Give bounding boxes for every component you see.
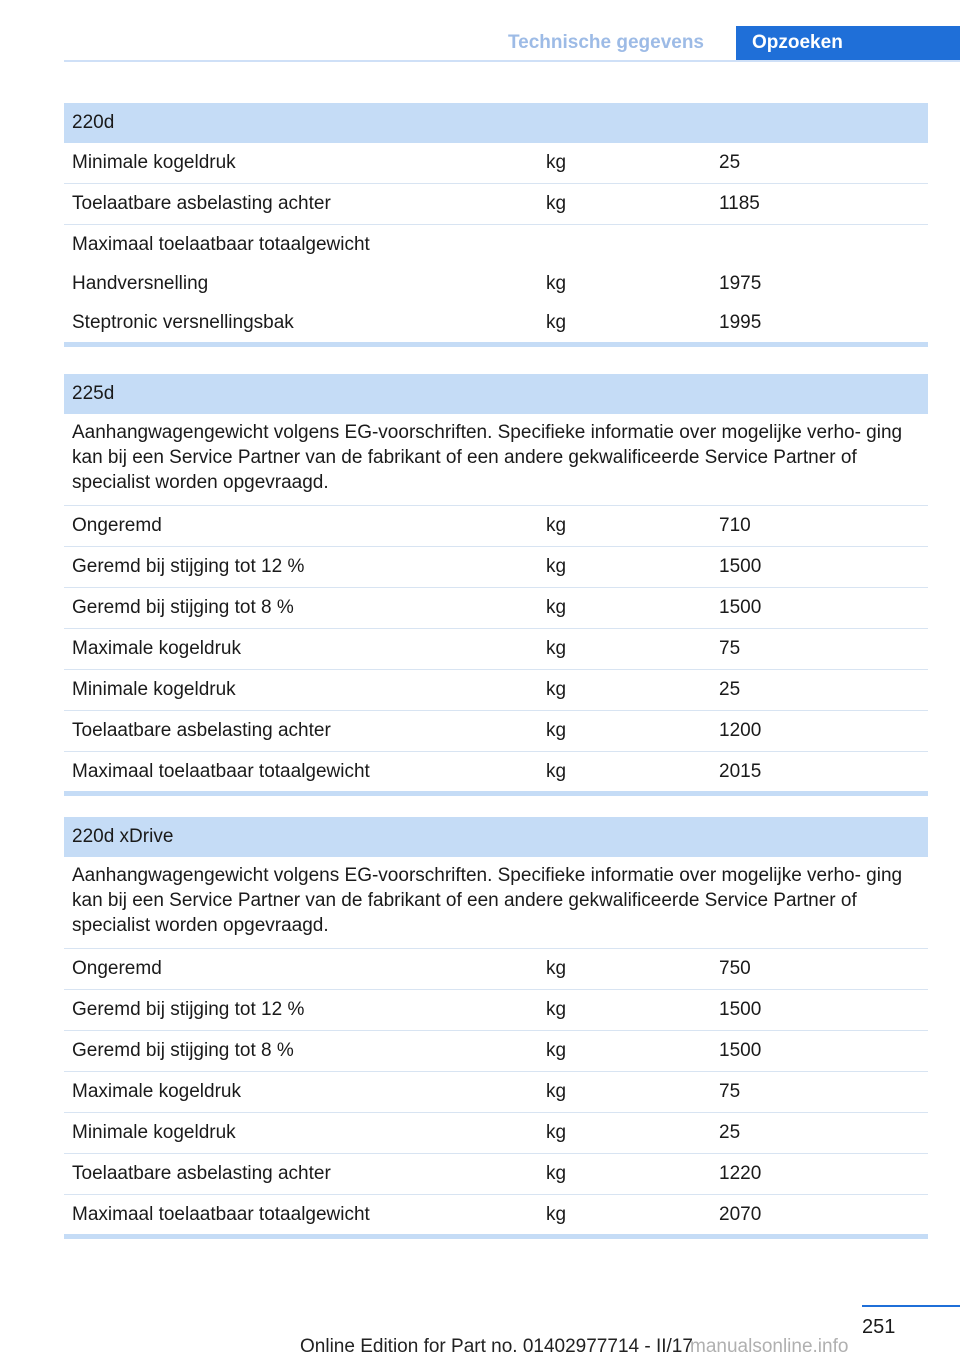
row-value: 1200	[719, 720, 762, 741]
table-row	[64, 264, 928, 303]
row-label: Geremd bij stijging tot 8 %	[72, 1040, 294, 1061]
table-row	[64, 1113, 928, 1154]
row-label: Maximaal toelaatbaar totaalgewicht	[72, 234, 370, 255]
row-unit: kg	[546, 1081, 567, 1102]
table-220d-xdrive	[64, 817, 928, 1239]
row-value: 1500	[719, 597, 762, 618]
row-value: 25	[719, 679, 741, 700]
row-unit: kg	[546, 761, 567, 782]
row-unit: kg	[546, 1204, 567, 1225]
row-unit: kg	[546, 638, 567, 659]
row-label: Maximaal toelaatbaar totaalgewicht	[72, 761, 370, 782]
row-value: 1185	[719, 193, 760, 214]
table-row	[64, 629, 928, 670]
row-label: Minimale kogeldruk	[72, 152, 236, 173]
tab-opzoeken[interactable]: Opzoeken	[736, 26, 960, 60]
table-row	[64, 225, 928, 264]
table-row	[64, 143, 928, 184]
table-row	[64, 506, 928, 547]
row-unit: kg	[546, 1163, 567, 1184]
table-row	[64, 1031, 928, 1072]
row-label: Minimale kogeldruk	[72, 1122, 236, 1143]
table-row	[64, 670, 928, 711]
table-title: 220d xDrive	[64, 817, 928, 857]
row-label: Geremd bij stijging tot 12 %	[72, 556, 305, 577]
table-title: 220d	[64, 103, 928, 143]
row-unit: kg	[546, 273, 567, 294]
row-label: Steptronic versnellingsbak	[72, 312, 294, 333]
table-row	[64, 588, 928, 629]
row-value: 75	[719, 638, 741, 659]
table-row	[64, 990, 928, 1031]
row-value: 1975	[719, 273, 762, 294]
row-unit: kg	[546, 679, 567, 700]
table-row	[64, 303, 928, 342]
row-label: Minimale kogeldruk	[72, 679, 236, 700]
row-value: 750	[719, 958, 751, 979]
row-label: Ongeremd	[72, 958, 162, 979]
table-row	[64, 547, 928, 588]
row-label: Geremd bij stijging tot 8 %	[72, 597, 294, 618]
row-value: 1995	[719, 312, 762, 333]
table-description: Aanhangwagengewicht volgens EG-voorschriften. Specifieke informatie over mogelijke verho- ging kan bij een Service Partner van de fabrikant of een andere gekwalificeerde Service Partner of specialist worden opgevraagd.	[64, 414, 928, 506]
row-label: Maximaal toelaatbaar totaalgewicht	[72, 1204, 370, 1225]
table-description: Aanhangwagengewicht volgens EG-voorschriften. Specifieke informatie over mogelijke verho- ging kan bij een Service Partner van de fabrikant of een andere gekwalificeerde Service Partner of specialist worden opgevraagd.	[64, 857, 928, 949]
row-unit: kg	[546, 556, 567, 577]
row-value: 25	[719, 152, 741, 173]
row-value: 1500	[719, 556, 762, 577]
row-value: 1220	[719, 1163, 762, 1184]
row-label: Maximale kogeldruk	[72, 638, 241, 659]
row-value: 1500	[719, 1040, 762, 1061]
row-unit: kg	[546, 312, 567, 333]
row-label: Toelaatbare asbelasting achter	[72, 1163, 331, 1184]
row-unit: kg	[546, 720, 567, 741]
row-label: Geremd bij stijging tot 12 %	[72, 999, 305, 1020]
footer-rule	[862, 1305, 960, 1307]
table-title: 225d	[64, 374, 928, 414]
table-row	[64, 949, 928, 990]
tab-technische-gegevens[interactable]: Technische gegevens	[507, 32, 704, 53]
row-unit: kg	[546, 999, 567, 1020]
row-value: 1500	[719, 999, 762, 1020]
table-225d	[64, 374, 928, 796]
edition-text: Online Edition for Part no. 01402977714 - II/17	[300, 1336, 693, 1357]
row-unit: kg	[546, 958, 567, 979]
table-row	[64, 1195, 928, 1234]
page-header	[0, 0, 960, 62]
table-220d	[64, 103, 928, 347]
row-unit: kg	[546, 515, 567, 536]
table-row	[64, 752, 928, 791]
row-label: Maximale kogeldruk	[72, 1081, 241, 1102]
row-value: 25	[719, 1122, 741, 1143]
row-unit: kg	[546, 597, 567, 618]
table-row	[64, 1072, 928, 1113]
row-value: 710	[719, 515, 751, 536]
header-divider	[64, 60, 960, 62]
watermark: manualsonline.info	[690, 1336, 849, 1357]
row-value: 2070	[719, 1204, 762, 1225]
row-value: 2015	[719, 761, 762, 782]
page-number: 251	[862, 1316, 896, 1338]
row-label: Toelaatbare asbelasting achter	[72, 720, 331, 741]
table-row	[64, 1154, 928, 1195]
row-label: Toelaatbare asbelasting achter	[72, 193, 331, 214]
row-unit: kg	[546, 1040, 567, 1061]
row-label: Handversnelling	[72, 273, 209, 294]
row-unit: kg	[546, 152, 567, 173]
table-row	[64, 711, 928, 752]
row-value: 75	[719, 1081, 741, 1102]
row-unit: kg	[546, 1122, 567, 1143]
row-label: Ongeremd	[72, 515, 162, 536]
table-row	[64, 184, 928, 225]
row-unit: kg	[546, 193, 567, 214]
